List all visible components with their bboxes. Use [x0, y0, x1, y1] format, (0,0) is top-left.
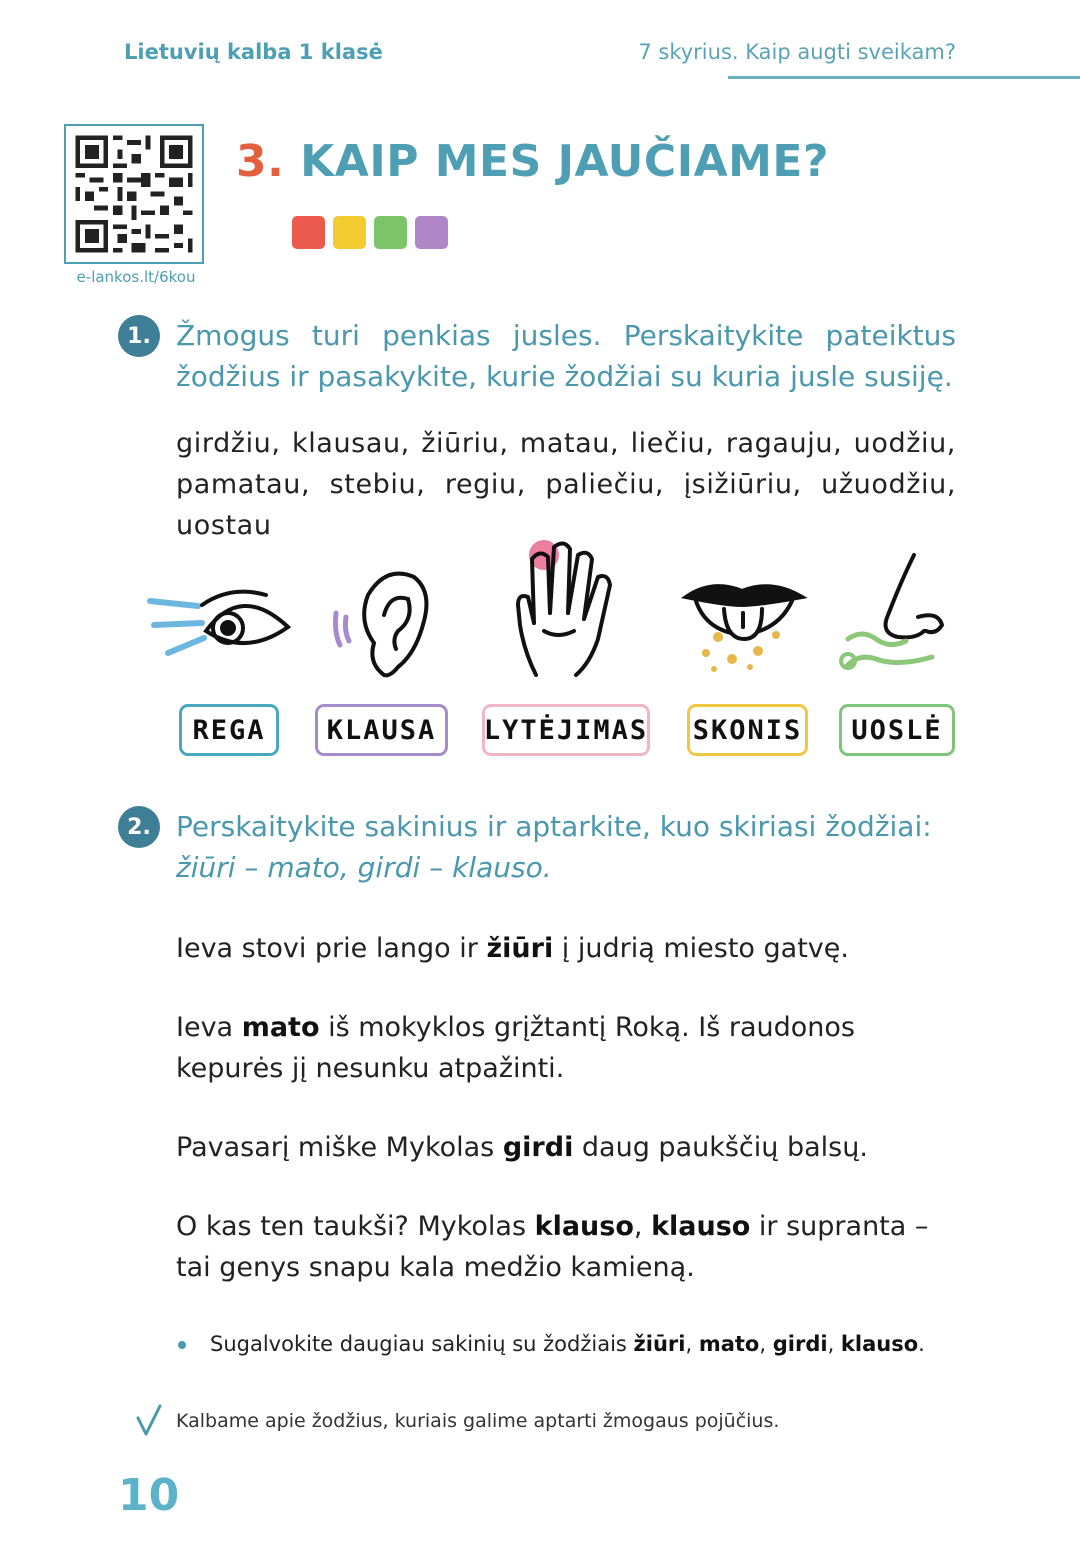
separator: ,	[685, 1332, 699, 1356]
separator: ,	[759, 1332, 773, 1356]
sentence-text: į judrią miesto gatvę.	[553, 933, 849, 964]
sense-label-lytejimas: LYTĖJIMAS	[482, 704, 650, 756]
sentence-text: ir supranta – tai genys snapu kala medžio kamieną.	[176, 1211, 929, 1283]
sentence-4	[176, 1206, 956, 1288]
page-number: 10	[118, 1470, 180, 1521]
level-square-purple	[415, 216, 448, 249]
sentence-text: ,	[633, 1211, 652, 1242]
lesson-number: 3.	[236, 136, 285, 187]
level-square-red	[292, 216, 325, 249]
keyword: žiūri	[486, 933, 554, 964]
sentence-3	[176, 1127, 956, 1168]
level-squares	[292, 216, 448, 249]
task-2-badge: 2.	[118, 806, 160, 848]
sentence-text: Ieva stovi prie lango ir	[176, 933, 487, 964]
task-1-word-list: girdžiu, klausau, žiūriu, matau, liečiu, ragauju, uodžiu, pamatau, stebiu, regiu, paliečiu, įsižiūriu, užuodžiu, uostau	[176, 428, 956, 541]
sentence-text: O kas ten taukši? Mykolas	[176, 1211, 535, 1242]
bullet-dot	[178, 1341, 186, 1349]
sense-label-rega: REGA	[179, 704, 279, 756]
level-square-yellow	[333, 216, 366, 249]
qr-link[interactable]: e-lankos.lt/6kou	[76, 268, 196, 286]
sentence-text: Ieva	[176, 1012, 242, 1043]
nose-icon	[841, 555, 942, 668]
keyword: klauso	[534, 1211, 634, 1242]
bullet-task	[210, 1332, 925, 1356]
level-square-green	[374, 216, 407, 249]
book-title: Lietuvių kalba 1 klasė	[124, 40, 383, 64]
lesson-title	[236, 136, 829, 187]
separator: ,	[827, 1332, 841, 1356]
task-2-instruction	[176, 806, 956, 888]
keyword: girdi	[502, 1132, 574, 1163]
sentence-text: iš mokyklos grįžtantį Roką. Iš raudonos kepurės jį nesunku atpažinti.	[176, 1012, 855, 1084]
qr-code[interactable]	[64, 124, 204, 264]
sentence-1	[176, 928, 956, 969]
keyword: klauso	[840, 1332, 919, 1356]
sense-icons	[146, 535, 961, 685]
ear-icon	[336, 574, 427, 676]
keyword: mato	[698, 1332, 760, 1356]
task-1-instruction: Žmogus turi penkias jusles. Perskaitykite pateiktus žodžius ir pasakykite, kurie žodžiai su kuria jusle susiję.	[176, 319, 956, 393]
chapter-title: 7 skyrius. Kaip augti sveikam?	[638, 40, 956, 64]
sentence-text: daug paukščių balsų.	[573, 1132, 868, 1163]
sense-label-uosle: UOSLĖ	[839, 704, 955, 756]
footnote: Kalbame apie žodžius, kuriais galime aptarti žmogaus pojūčius.	[176, 1410, 780, 1432]
mouth-icon	[686, 586, 802, 672]
keyword: girdi	[772, 1332, 828, 1356]
sense-label-klausa: KLAUSA	[315, 704, 448, 756]
lesson-title-text: KAIP MES JAUČIAME?	[300, 136, 829, 187]
task-2-text: Perskaitykite sakinius ir aptarkite, kuo skiriasi žodžiai:	[176, 810, 932, 843]
hand-icon	[518, 540, 610, 675]
bullet-text: Sugalvokite daugiau sakinių su žodžiais	[210, 1332, 634, 1356]
sentence-text: Pavasarį miške Mykolas	[176, 1132, 503, 1163]
keyword: mato	[241, 1012, 320, 1043]
keyword: klauso	[651, 1211, 751, 1242]
separator: .	[918, 1332, 925, 1356]
keyword: žiūri	[633, 1332, 686, 1356]
sentence-2	[176, 1007, 956, 1089]
task-2-examples: žiūri – mato, girdi – klauso.	[176, 851, 552, 884]
task-1-badge: 1.	[118, 315, 160, 357]
sense-label-skonis: SKONIS	[687, 704, 808, 756]
header-divider	[728, 76, 1080, 79]
checkmark-icon	[134, 1404, 164, 1438]
eye-icon	[150, 592, 288, 653]
